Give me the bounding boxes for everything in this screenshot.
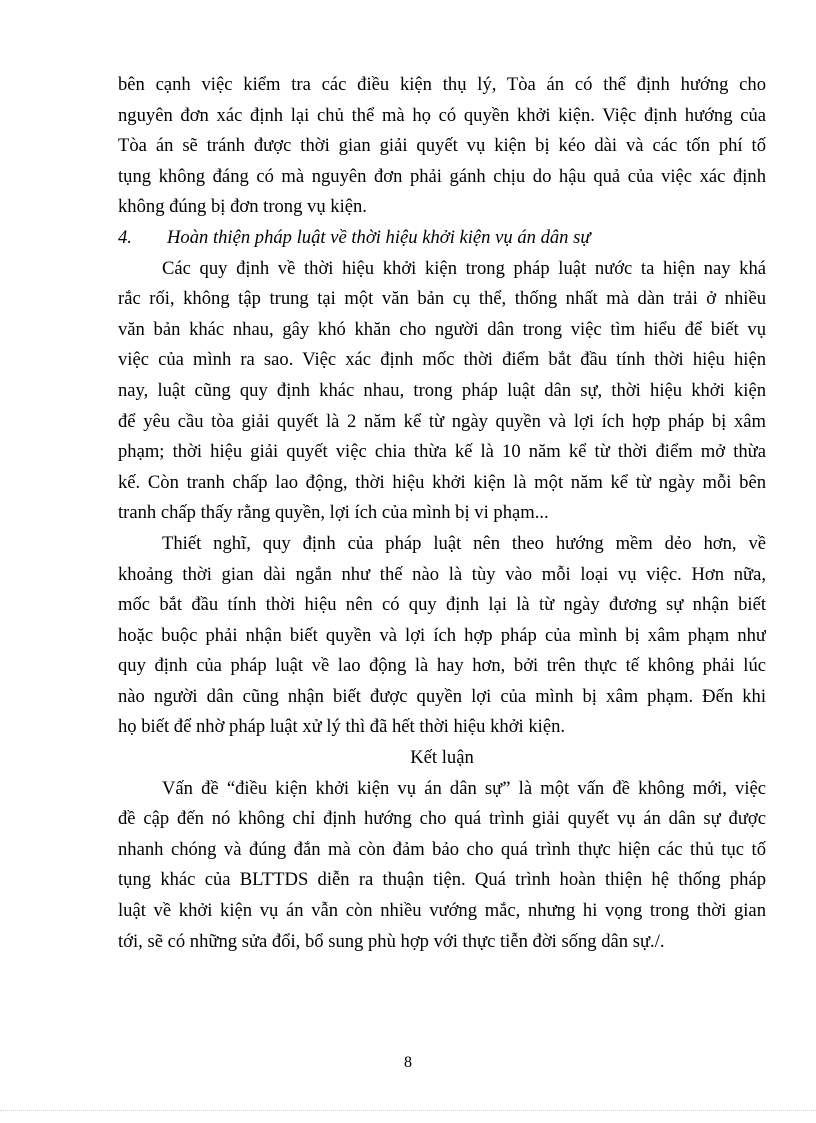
text-line: phạm; thời hiệu giải quyết việc chia thừa kế là 10 năm kể từ thời điểm mở thừa bbox=[118, 441, 766, 463]
text-line: quy định của pháp luật về lao động là hay hơn, bởi trên thực tế không phải lúc bbox=[118, 655, 766, 677]
paragraph-conclusion bbox=[118, 774, 766, 958]
footer-divider bbox=[0, 1110, 816, 1111]
paragraph-recommendation bbox=[118, 529, 766, 743]
text-line: kế. Còn tranh chấp lao động, thời hiệu khởi kiện là một năm kể từ ngày mỗi bên bbox=[118, 471, 766, 493]
page-number: 8 bbox=[404, 1054, 412, 1071]
text-line: đề cập đến nó không chỉ định hướng cho quá trình giải quyết vụ án dân sự được bbox=[118, 808, 766, 830]
text-line: hoặc buộc phải nhận biết quyền và lợi ích hợp pháp của mình bị xâm phạm như bbox=[118, 624, 766, 646]
text-line: nay, luật cũng quy định khác nhau, trong pháp luật dân sự, thời hiệu khởi kiện bbox=[118, 379, 766, 401]
text-line: việc của mình ra sao. Việc xác định mốc thời điểm bắt đầu tính thời hiệu hiện bbox=[118, 349, 766, 371]
section-heading bbox=[118, 223, 766, 254]
text-line: rắc rối, không tập trung tại một văn bản cụ thể, thống nhất mà dàn trải ở nhiều bbox=[118, 288, 766, 310]
text-line: tranh chấp thấy rằng quyền, lợi ích của mình bị vi phạm... bbox=[118, 502, 549, 524]
section-number: 4. bbox=[118, 226, 132, 248]
text-line: tụng không đáng có mà nguyên đơn phải gánh chịu do hậu quả của việc xác định bbox=[118, 165, 766, 187]
text-line: văn bản khác nhau, gây khó khăn cho người dân trong việc tìm hiểu để biết vụ bbox=[118, 318, 766, 340]
text-line: luật về khởi kiện vụ án vẫn còn nhiều vướng mắc, nhưng hi vọng trong thời gian bbox=[118, 900, 766, 922]
text-line: tới, sẽ có những sửa đổi, bổ sung phù hợp với thực tiễn đời sống dân sự./. bbox=[118, 930, 665, 952]
text-line: Các quy định về thời hiệu khởi kiện trong pháp luật nước ta hiện nay khá bbox=[162, 257, 766, 279]
text-line: khoảng thời gian dài ngắn như thế nào là tùy vào mỗi loại vụ việc. Hơn nữa, bbox=[118, 563, 766, 585]
text-line: tụng khác của BLTTDS diễn ra thuận tiện. Quá trình hoàn thiện hệ thống pháp bbox=[118, 869, 766, 891]
text-line: Vấn đề “điều kiện khởi kiện vụ án dân sự” là một vấn đề không mới, việc bbox=[162, 777, 766, 799]
text-line: Tòa án sẽ tránh được thời gian giải quyết vụ kiện bị kéo dài và các tốn phí tố bbox=[118, 135, 766, 157]
text-line: nguyên đơn xác định lại chủ thể mà họ có quyền khởi kiện. Việc định hướng của bbox=[118, 104, 766, 126]
text-line: mốc bắt đầu tính thời hiệu nên có quy định lại là từ ngày đương sự nhận biết bbox=[118, 594, 766, 616]
paragraph-statute-of-limitations bbox=[118, 254, 766, 529]
text-line: để yêu cầu tòa giải quyết là 2 năm kể từ ngày quyền và lợi ích hợp pháp bị xâm bbox=[118, 410, 766, 432]
text-line: nhanh chóng và đúng đắn mà còn đảm bảo cho quá trình thực hiện các thủ tục tố bbox=[118, 838, 766, 860]
text-line: không đúng bị đơn trong vụ kiện. bbox=[118, 196, 367, 218]
text-line: bên cạnh việc kiểm tra các điều kiện thụ lý, Tòa án có thể định hướng cho bbox=[118, 74, 766, 95]
document-page bbox=[118, 70, 766, 957]
paragraph-continuation bbox=[118, 70, 766, 223]
text-line: nào người dân cũng nhận biết được quyền lợi của mình bị xâm phạm. Đến khi bbox=[118, 685, 766, 707]
conclusion-title: Kết luận bbox=[410, 747, 474, 769]
text-line: họ biết để nhờ pháp luật xử lý thì đã hết thời hiệu khởi kiện. bbox=[118, 716, 566, 738]
section-title: Hoàn thiện pháp luật về thời hiệu khởi kiện vụ án dân sự bbox=[167, 226, 591, 248]
text-line: Thiết nghĩ, quy định của pháp luật nên theo hướng mềm dẻo hơn, về bbox=[162, 532, 766, 554]
